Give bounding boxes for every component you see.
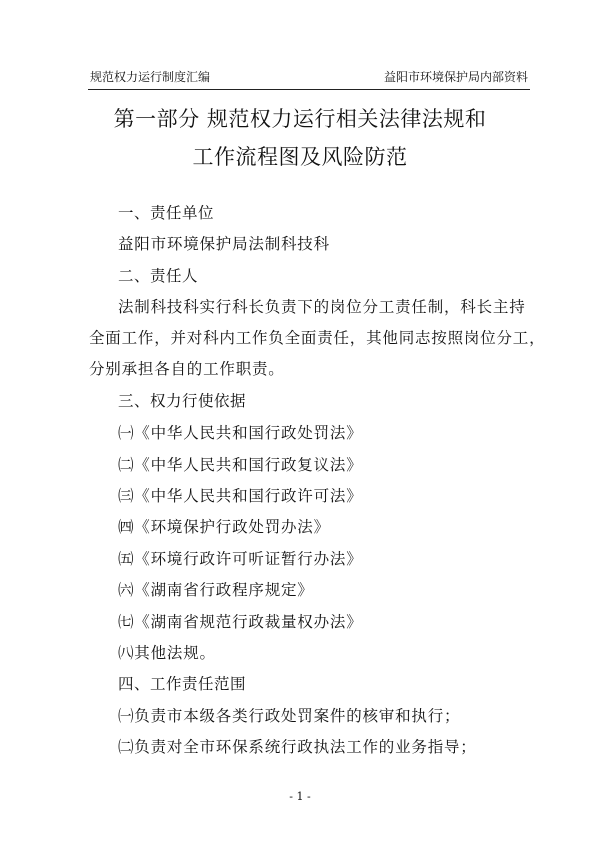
section-heading-legal-basis: 三、权力行使依据 <box>118 392 247 410</box>
responsible-person-para-3: 分别承担各自的工作职责。 <box>89 360 285 378</box>
legal-basis-item: ㈥《湖南省行政程序规定》 <box>118 581 314 599</box>
legal-basis-item: ㈣《环境保护行政处罚办法》 <box>118 518 330 536</box>
section-heading-responsible-person: 二、责任人 <box>118 267 199 285</box>
work-scope-item: ㈡负责对全市环保系统行政执法工作的业务指导； <box>118 738 477 756</box>
section-heading-responsible-unit: 一、责任单位 <box>118 204 215 222</box>
legal-basis-item: ㈠《中华人民共和国行政处罚法》 <box>118 424 363 442</box>
page-number: - 1 - <box>289 790 311 803</box>
legal-basis-item: ㈧其他法规。 <box>118 644 216 662</box>
page-title-line-2: 工作流程图及风险防范 <box>192 145 408 169</box>
section-heading-work-scope: 四、工作责任范围 <box>118 675 247 693</box>
header-left: 规范权力运行制度汇编 <box>90 70 211 84</box>
legal-basis-item: ㈢《中华人民共和国行政许可法》 <box>118 487 363 505</box>
legal-basis-item: ㈡《中华人民共和国行政复议法》 <box>118 456 363 474</box>
header-right: 益阳市环境保护局内部资料 <box>383 70 528 84</box>
responsible-unit-text: 益阳市环境保护局法制科技科 <box>118 235 330 253</box>
responsible-person-para-1: 法制科技科实行科长负责下的岗位分工责任制，科长主持 <box>118 298 526 316</box>
legal-basis-item: ㈤《环境行政许可听证暂行办法》 <box>118 550 363 568</box>
responsible-person-para-2: 全面工作，并对科内工作负全面责任，其他同志按照岗位分工， <box>89 329 546 347</box>
header-rule <box>88 89 530 90</box>
work-scope-item: ㈠负责市本级各类行政处罚案件的核审和执行； <box>118 707 461 725</box>
page-title-line-1: 第一部分 规范权力运行相关法律法规和 <box>113 107 487 131</box>
legal-basis-item: ㈦《湖南省规范行政裁量权办法》 <box>118 613 363 631</box>
